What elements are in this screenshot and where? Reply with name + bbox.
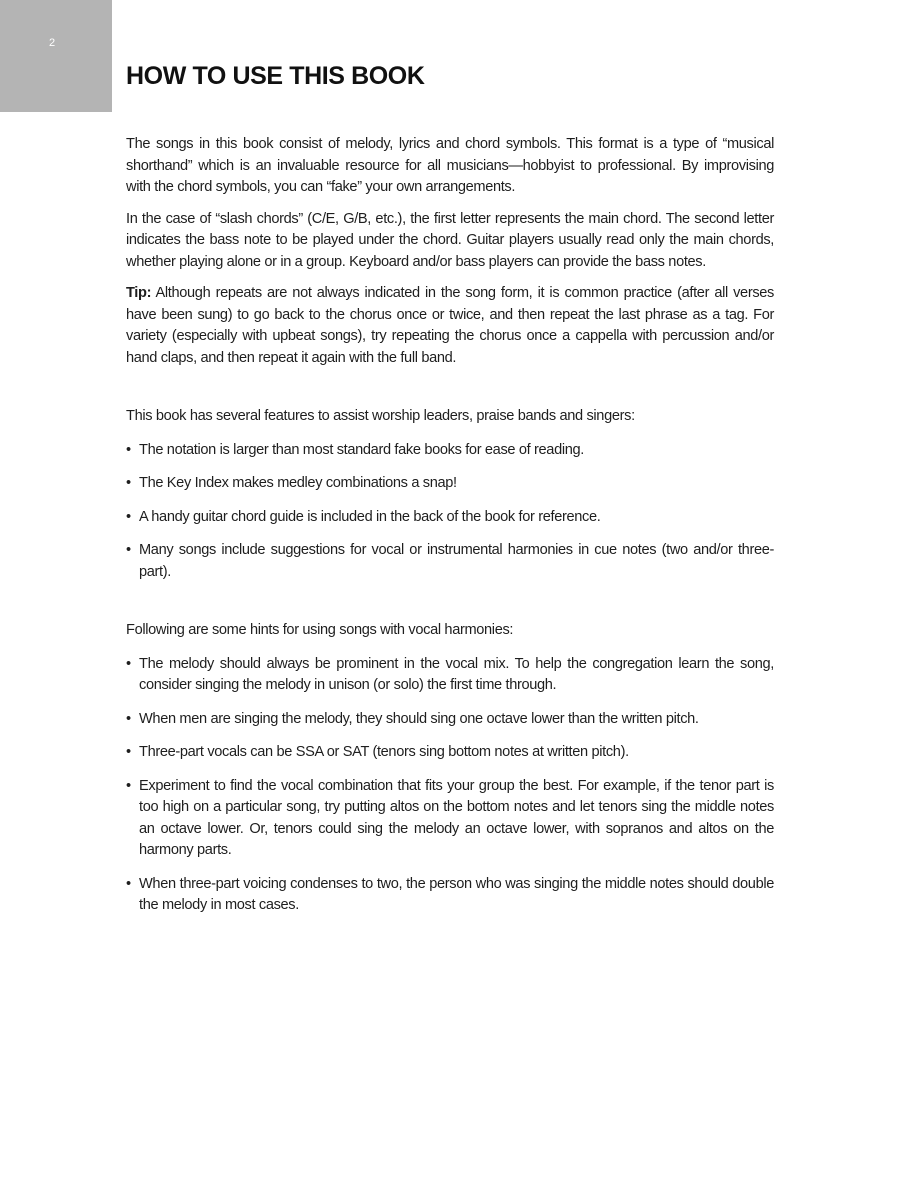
bullet-icon: • bbox=[126, 508, 131, 525]
bullet-icon: • bbox=[126, 744, 131, 760]
list-item: • Three-part vocals can be SSA or SAT (tenors sing bottom notes at written pitch). bbox=[126, 742, 774, 764]
tip-label: Tip: bbox=[126, 285, 152, 301]
bullet-icon: • bbox=[126, 655, 131, 672]
page-content bbox=[126, 134, 774, 917]
harmonies-list bbox=[126, 654, 774, 917]
bullet-icon: • bbox=[126, 710, 131, 727]
bullet-icon: • bbox=[126, 542, 131, 558]
tip-paragraph bbox=[126, 283, 774, 369]
bullet-icon: • bbox=[126, 777, 131, 794]
harmonies-lead: Following are some hints for using songs with vocal harmonies: bbox=[126, 622, 514, 638]
features-list bbox=[126, 440, 774, 584]
bullet-icon: • bbox=[126, 441, 131, 458]
bullet-icon: • bbox=[126, 475, 131, 491]
bullet-icon: • bbox=[126, 875, 131, 892]
list-item: • A handy guitar chord guide is included in the back of the book for reference. bbox=[126, 507, 774, 529]
page-title: HOW TO USE THIS BOOK bbox=[126, 62, 425, 90]
list-item: • The notation is larger than most standard fake books for ease of reading. bbox=[126, 440, 774, 462]
features-lead: This book has several features to assist worship leaders, praise bands and singers: bbox=[126, 408, 635, 424]
page-corner-tab bbox=[0, 0, 112, 112]
list-item: • The Key Index makes medley combinations a snap! bbox=[126, 473, 774, 495]
list-item: • When three-part voicing condenses to two, the person who was singing the middle notes should double the melody in most cases. bbox=[126, 875, 774, 913]
list-item: • The melody should always be prominent in the vocal mix. To help the congregation learn the song, consider singing the melody in unison (or solo) the first time through. bbox=[126, 655, 774, 693]
tip-text: Although repeats are not always indicated in the song form, it is common practice (after all verses have been sung) to go back to the chorus once or twice, and then repeat the last phrase as a tag. For variety (especially with upbeat songs), try repeating the chorus once a cappella with percussion and/or hand claps, and then repeat it again with the full band. bbox=[126, 285, 774, 366]
slash-chords-paragraph: In the case of “slash chords” (C/E, G/B, etc.), the first letter represents the main chord. The second letter indicates the bass note to be played under the chord. Guitar players usually read only the main chords, whether playing alone or in a group. Keyboard and/or bass players can provide the bass notes. bbox=[126, 210, 774, 270]
list-item: • When men are singing the melody, they should sing one octave lower than the written pitch. bbox=[126, 709, 774, 731]
intro-paragraph: The songs in this book consist of melody, lyrics and chord symbols. This format is a type of “musical shorthand” which is an invaluable resource for all musicians—hobbyist to professional. By improvising with the chord symbols, you can “fake” your own arrangements. bbox=[126, 136, 774, 195]
list-item: • Many songs include suggestions for vocal or instrumental harmonies in cue notes (two and/or three-part). bbox=[126, 542, 774, 580]
page-number: 2 bbox=[49, 37, 56, 49]
list-item: • Experiment to find the vocal combination that fits your group the best. For example, if the tenor part is too high on a particular song, try putting altos on the bottom notes and let tenors sing the middle notes an octave lower. Or, tenors could sing the melody an octave lower, with sopranos and altos on the harmony parts. bbox=[126, 777, 774, 858]
